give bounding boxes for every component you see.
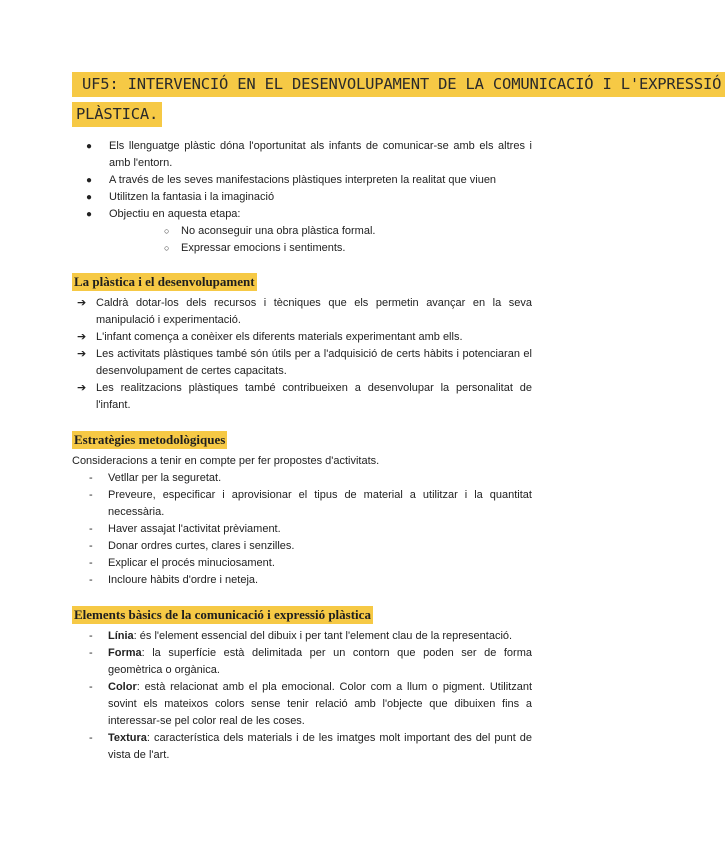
list-item: - Explicar el procés minuciosament. bbox=[72, 555, 532, 572]
term-textura: Textura bbox=[108, 732, 147, 744]
bullet-icon: ● bbox=[86, 141, 93, 152]
term-forma: Forma bbox=[108, 647, 142, 659]
list-item: - Vetllar per la seguretat. bbox=[72, 470, 532, 487]
title-line-1: UF5: INTERVENCIÓ EN EL DESENVOLUPAMENT DE LA COMUNICACIÓ I L'EXPRESSIÓ bbox=[72, 72, 725, 97]
dash-bullet-icon: - bbox=[89, 557, 93, 569]
dash-bullet-icon: - bbox=[89, 681, 93, 693]
list-item: ● Objectiu en aquesta etapa: ○ No aconseguir una obra plàstica formal. ○ Expressar emocions i sentiments. bbox=[72, 206, 532, 257]
list-item: - Forma: la superfície està delimitada per un contorn que poden ser de forma geomètrica o orgànica. bbox=[89, 647, 532, 676]
dash-bullet-icon: - bbox=[89, 489, 93, 501]
list-item: - Color: està relacionat amb el pla emocional. Color com a llum o pigment. Utilitzant sovint els mateixos colors sense tenir relació amb l'objecte que dibuixen fins a interessar-se pel color real de les coses. bbox=[89, 681, 532, 727]
arrow-right-icon: ➔ bbox=[77, 348, 87, 360]
list-item: ● Utilitzen la fantasia i la imaginació bbox=[72, 189, 532, 206]
title-line-2: PLÀSTICA. bbox=[72, 102, 162, 127]
list-item: - Donar ordres curtes, clares i senzilles. bbox=[72, 538, 532, 555]
term-linia: Línia bbox=[108, 630, 134, 642]
circle-bullet-icon: ○ bbox=[164, 243, 170, 253]
list-item: ➔ Les realitzacions plàstiques també contribueixen a desenvolupar la personalitat de l'infant. bbox=[77, 382, 532, 411]
bullet-icon: ● bbox=[86, 175, 93, 186]
dash-bullet-icon: - bbox=[89, 472, 93, 484]
estrategies-section bbox=[72, 453, 532, 589]
list-item: ● Els llenguatge plàstic dóna l'oportunitat als infants de comunicar-se amb els altres i amb l'entorn. bbox=[86, 140, 532, 169]
arrow-right-icon: ➔ bbox=[77, 382, 87, 394]
intro-section bbox=[72, 138, 532, 257]
dash-bullet-icon: - bbox=[89, 574, 93, 586]
arrow-right-icon: ➔ bbox=[77, 297, 87, 309]
plastica-section bbox=[72, 295, 532, 414]
bullet-icon: ● bbox=[86, 192, 93, 203]
list-item: - Incloure hàbits d'ordre i neteja. bbox=[72, 572, 532, 589]
list-item: - Haver assajat l'activitat prèviament. bbox=[72, 521, 532, 538]
list-item: - Línia: és l'element essencial del dibuix i per tant l'element clau de la representació. bbox=[72, 628, 532, 645]
sub-list-item: ○ No aconseguir una obra plàstica formal. bbox=[109, 223, 532, 240]
list-item: ➔ Les activitats plàstiques també són útils per a l'adquisició de certs hàbits i potenciaran el desenvolupament de certes capacitats. bbox=[77, 348, 532, 377]
dash-bullet-icon: - bbox=[89, 732, 93, 744]
circle-bullet-icon: ○ bbox=[164, 226, 170, 236]
list-item: - Textura: característica dels materials i de les imatges molt important des del punt de vista de l'art. bbox=[89, 732, 532, 761]
dash-bullet-icon: - bbox=[89, 523, 93, 535]
sub-list-item: ○ Expressar emocions i sentiments. bbox=[109, 240, 532, 257]
arrow-right-icon: ➔ bbox=[77, 331, 87, 343]
section-heading-estrategies: Estratègies metodològiques bbox=[74, 432, 226, 447]
bullet-icon: ● bbox=[86, 209, 93, 220]
elements-section bbox=[72, 628, 532, 764]
list-item: ➔ Caldrà dotar-los dels recursos i tècniques que els permetin avançar en la seva manipulació i experimentació. bbox=[77, 297, 532, 326]
list-item: ● A través de les seves manifestacions plàstiques interpreten la realitat que viuen bbox=[72, 172, 532, 189]
section-heading-elements: Elements bàsics de la comunicació i expressió plàstica bbox=[74, 607, 371, 622]
section-heading-plastica: La plàstica i el desenvolupament bbox=[74, 274, 255, 289]
dash-bullet-icon: - bbox=[89, 647, 93, 659]
dash-bullet-icon: - bbox=[89, 630, 93, 642]
list-item: ➔ L'infant comença a conèixer els diferents materials experimentant amb ells. bbox=[72, 329, 532, 346]
list-item: - Preveure, especificar i aprovisionar el tipus de material a utilitzar i la quantitat necessària. bbox=[89, 489, 532, 518]
dash-bullet-icon: - bbox=[89, 540, 93, 552]
term-color: Color bbox=[108, 681, 137, 693]
section-intro-text: Consideracions a tenir en compte per fer propostes d'activitats. bbox=[72, 455, 380, 467]
page-title bbox=[72, 72, 722, 127]
